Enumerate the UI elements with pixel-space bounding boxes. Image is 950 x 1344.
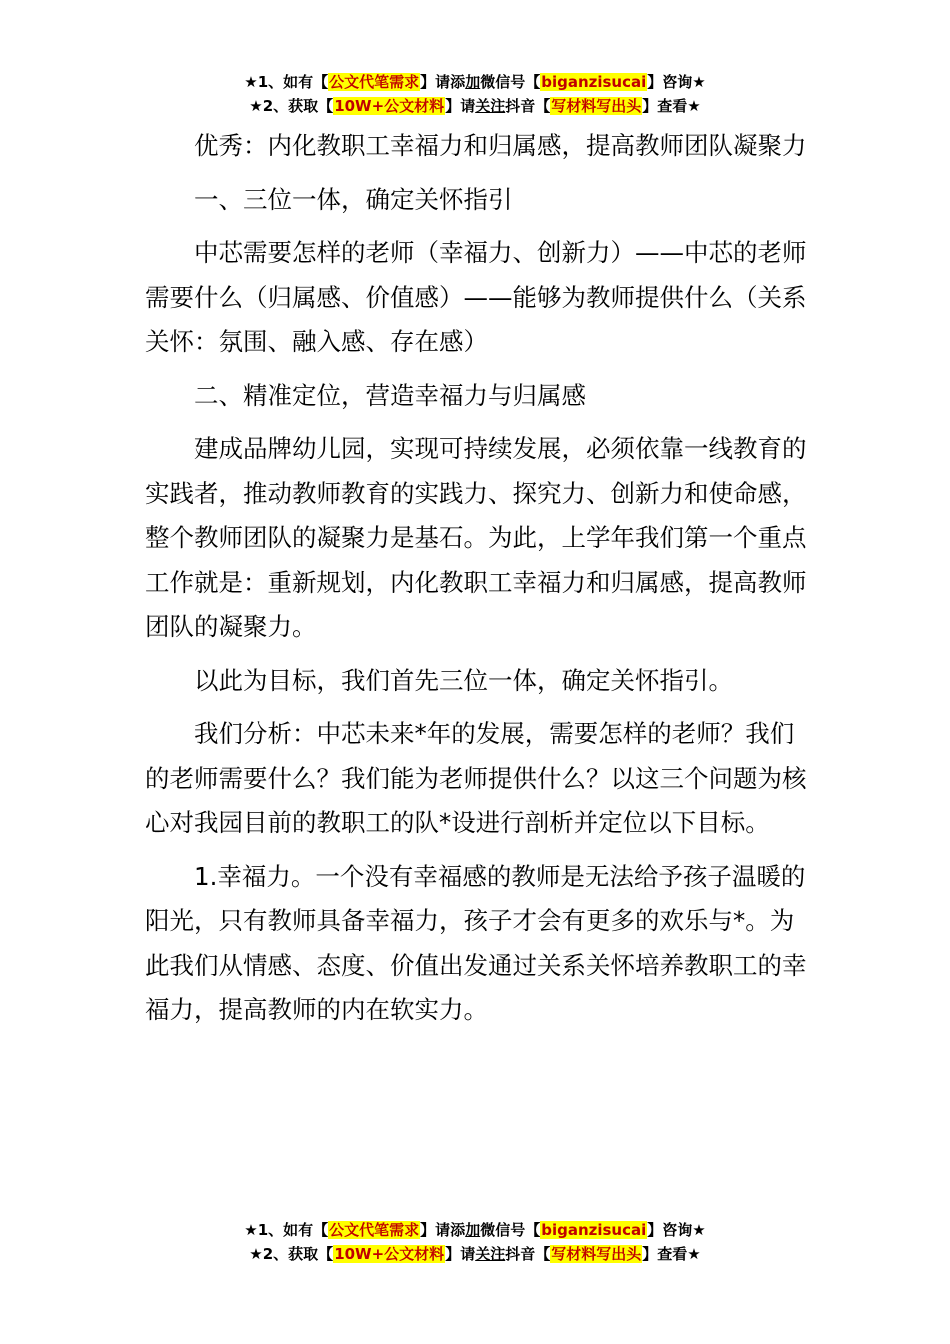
banner-text: ★1、如有【 xyxy=(244,1221,329,1239)
heading-2: 二、精准定位，营造幸福力与归属感 xyxy=(194,380,586,410)
banner-underline: 加 xyxy=(465,73,481,91)
banner-highlight: 10W+公文材料 xyxy=(334,97,445,115)
banner-highlight: 公文代笔需求 xyxy=(329,73,420,91)
banner-highlight: 写材料写出头 xyxy=(551,1245,642,1263)
banner-text: 】请 xyxy=(445,1245,476,1263)
paragraph: 以此为目标，我们首先三位一体，确定关怀指引。 xyxy=(194,665,733,695)
banner-text: ★2、获取【 xyxy=(249,97,334,115)
banner-text: 抖音【 xyxy=(505,1245,551,1263)
document-body xyxy=(145,124,810,1042)
banner-text: ★2、获取【 xyxy=(249,1245,334,1263)
paragraph-title: 优秀：内化教职工幸福力和归属感，提高教师团队凝聚力 xyxy=(194,131,807,160)
banner-line-2 xyxy=(0,1242,950,1266)
banner-highlight: 公文代笔需求 xyxy=(329,1221,420,1239)
banner-text: 】请添 xyxy=(420,1221,466,1239)
banner-text: 】查看★ xyxy=(642,1245,701,1263)
heading-1: 一、三位一体，确定关怀指引 xyxy=(194,184,513,214)
header-banner xyxy=(0,70,950,118)
banner-highlight: 写材料写出头 xyxy=(551,97,642,115)
footer-banner xyxy=(0,1218,950,1266)
banner-line-2 xyxy=(0,94,950,118)
banner-text: ★1、如有【 xyxy=(244,73,329,91)
paragraph: 中芯需要怎样的老师（幸福力、创新力）——中芯的老师需要什么（归属感、价值感）——能够为教师提供什么（关系关怀：氛围、融入感、存在感） xyxy=(145,238,807,356)
banner-text: 微信号【 xyxy=(480,73,541,91)
banner-line-1 xyxy=(0,70,950,94)
banner-text: 】咨询★ xyxy=(647,1221,706,1239)
paragraph: 我们分析：中芯未来*年的发展，需要怎样的老师？我们的老师需要什么？我们能为老师提供什么？以这三个问题为核心对我园目前的教职工的队*设进行剖析并定位以下目标。 xyxy=(145,719,807,837)
banner-text: 】查看★ xyxy=(642,97,701,115)
banner-underline: 关注 xyxy=(475,97,506,115)
banner-underline: 关注 xyxy=(475,1245,506,1263)
banner-text: 】请 xyxy=(445,97,476,115)
banner-highlight: 10W+公文材料 xyxy=(334,1245,445,1263)
banner-text: 】咨询★ xyxy=(647,73,706,91)
banner-text: 】请添 xyxy=(420,73,466,91)
banner-highlight: biganzisucai xyxy=(541,73,647,91)
banner-underline: 加 xyxy=(465,1221,481,1239)
banner-text: 微信号【 xyxy=(480,1221,541,1239)
paragraph: 建成品牌幼儿园，实现可持续发展，必须依靠一线教育的实践者，推动教师教育的实践力、探究力、创新力和使命感，整个教师团队的凝聚力是基石。为此，上学年我们第一个重点工作就是：重新规划，内化教职工幸福力和归属感，提高教师团队的凝聚力。 xyxy=(145,434,807,641)
banner-line-1 xyxy=(0,1218,950,1242)
paragraph: 1.幸福力。一个没有幸福感的教师是无法给予孩子温暖的阳光，只有教师具备幸福力，孩子才会有更多的欢乐与*。为此我们从情感、态度、价值出发通过关系关怀培养教职工的幸福力，提高教师的内在软实力。 xyxy=(145,861,807,1024)
banner-text: 抖音【 xyxy=(505,97,551,115)
banner-highlight: biganzisucai xyxy=(541,1221,647,1239)
